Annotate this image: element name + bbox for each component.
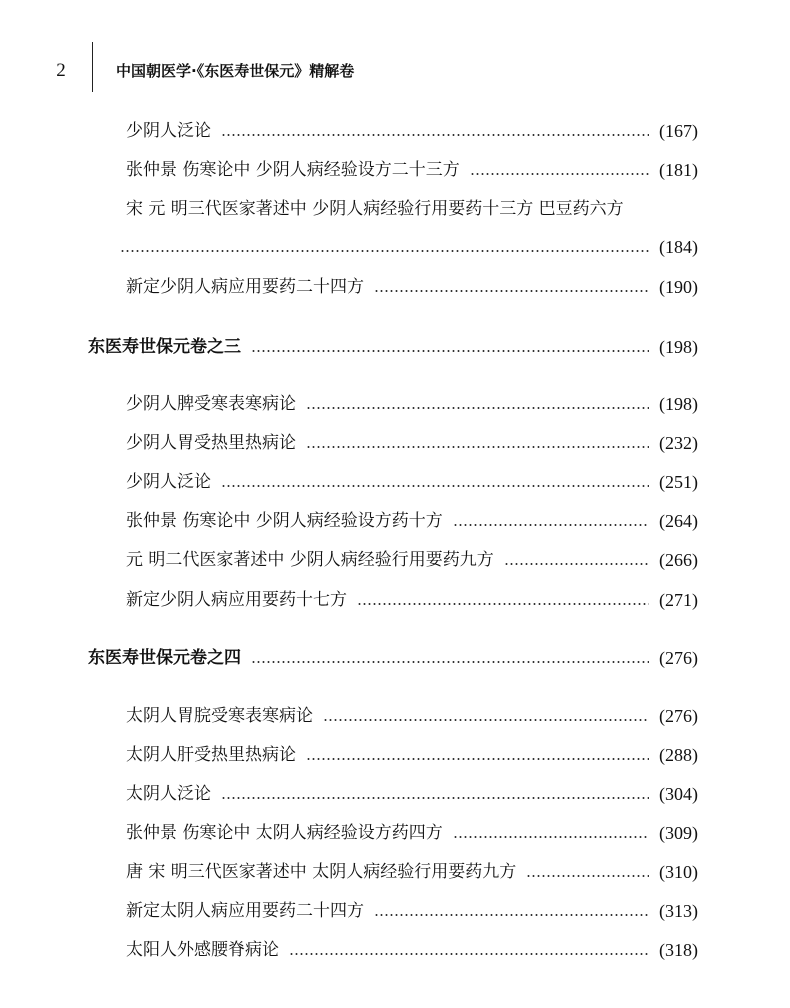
dot-leader xyxy=(526,860,649,884)
toc-entry-page: (304) xyxy=(659,784,698,804)
toc-entry[interactable] xyxy=(126,782,698,806)
dot-leader xyxy=(306,743,649,767)
toc-entry-title: 唐 宋 明三代医家著述中 太阴人病经验行用要药九方 xyxy=(126,862,517,882)
toc-entry-page: (318) xyxy=(659,940,698,960)
toc-entry-page: (167) xyxy=(659,121,698,141)
dot-leader xyxy=(289,938,649,962)
dot-leader xyxy=(357,588,649,612)
toc-entry-title: 张仲景 伤寒论中 少阴人病经验设方二十三方 xyxy=(126,160,460,180)
toc-entry-title: 太阴人泛论 xyxy=(126,784,211,804)
toc-entry-title: 元 明二代医家著述中 少阴人病经验行用要药九方 xyxy=(126,550,494,570)
toc-entry[interactable] xyxy=(126,509,698,533)
toc-entry-page: (276) xyxy=(659,706,698,726)
toc-entry-page: (198) xyxy=(659,394,698,414)
dot-leader xyxy=(306,431,649,455)
toc-section-title: 东医寿世保元卷之四 xyxy=(88,648,241,668)
dot-leader xyxy=(306,392,649,416)
dot-leader xyxy=(453,509,649,533)
dot-leader xyxy=(221,470,649,494)
dot-leader xyxy=(374,899,649,923)
toc-entry[interactable] xyxy=(126,548,698,572)
toc-entry-title: 张仲景 伤寒论中 少阴人病经验设方药十方 xyxy=(126,511,443,531)
toc-entry-title: 宋 元 明三代医家著述中 少阴人病经验行用要药十三方 巴豆药六方 xyxy=(126,199,624,219)
toc-entry-title: 新定少阴人病应用要药二十四方 xyxy=(126,277,364,297)
toc-entry-page: (181) xyxy=(659,160,698,180)
running-title: 中国朝医学·《东医寿世保元》精解卷 xyxy=(116,62,355,80)
toc-entry-title: 少阴人脾受寒表寒病论 xyxy=(126,394,296,414)
toc-entry-page: (288) xyxy=(659,745,698,765)
toc-entry-page: (198) xyxy=(659,337,698,357)
page-number: 2 xyxy=(56,60,66,81)
toc-entry[interactable] xyxy=(126,119,698,143)
toc-entry-page: (309) xyxy=(659,823,698,843)
toc-entry-title: 太阴人胃脘受寒表寒病论 xyxy=(126,706,313,726)
toc-entry[interactable] xyxy=(126,938,698,962)
toc-section-heading[interactable] xyxy=(88,335,698,359)
toc-entry-page: (232) xyxy=(659,433,698,453)
toc-entry-page: (310) xyxy=(659,862,698,882)
toc-section-heading[interactable] xyxy=(88,646,698,670)
toc-entry-page: (184) xyxy=(659,237,698,257)
toc-entry-page: (251) xyxy=(659,472,698,492)
dot-leader xyxy=(323,704,649,728)
toc-entry[interactable] xyxy=(126,743,698,767)
dot-leader xyxy=(504,548,649,572)
toc-entry[interactable] xyxy=(126,158,698,182)
toc-entry-title: 少阴人胃受热里热病论 xyxy=(126,433,296,453)
toc-entry-page: (190) xyxy=(659,277,698,297)
toc-section-title: 东医寿世保元卷之三 xyxy=(88,337,241,357)
toc-entry-title: 新定少阴人病应用要药十七方 xyxy=(126,590,347,610)
dot-leader xyxy=(120,235,649,259)
toc-entry[interactable] xyxy=(126,275,698,299)
toc-entry[interactable] xyxy=(126,470,698,494)
toc-entry-title: 太阴人肝受热里热病论 xyxy=(126,745,296,765)
dot-leader xyxy=(453,821,649,845)
toc-entry-page: (266) xyxy=(659,550,698,570)
toc-entry[interactable] xyxy=(126,860,698,884)
toc-entry-title: 少阴人泛论 xyxy=(126,472,211,492)
toc-entry-title: 张仲景 伤寒论中 太阴人病经验设方药四方 xyxy=(126,823,443,843)
dot-leader xyxy=(221,119,649,143)
dot-leader xyxy=(251,646,649,670)
dot-leader xyxy=(221,782,649,806)
toc-entry[interactable] xyxy=(126,392,698,416)
toc-entry-page: (313) xyxy=(659,901,698,921)
dot-leader xyxy=(470,158,649,182)
toc-entry-continuation[interactable] xyxy=(120,235,698,259)
toc-entry-title: 少阴人泛论 xyxy=(126,121,211,141)
toc-entry[interactable] xyxy=(126,899,698,923)
toc-entry[interactable] xyxy=(126,431,698,455)
dot-leader xyxy=(374,275,649,299)
toc-entry-multiline[interactable] xyxy=(126,197,698,221)
toc-entry[interactable] xyxy=(126,588,698,612)
dot-leader xyxy=(251,335,649,359)
toc-entry-title: 太阳人外感腰脊病论 xyxy=(126,940,279,960)
toc-entry[interactable] xyxy=(126,704,698,728)
toc-entry-title: 新定太阴人病应用要药二十四方 xyxy=(126,901,364,921)
toc-entry[interactable] xyxy=(126,821,698,845)
toc-entry-page: (271) xyxy=(659,590,698,610)
toc-entry-page: (264) xyxy=(659,511,698,531)
toc-entry-page: (276) xyxy=(659,648,698,668)
